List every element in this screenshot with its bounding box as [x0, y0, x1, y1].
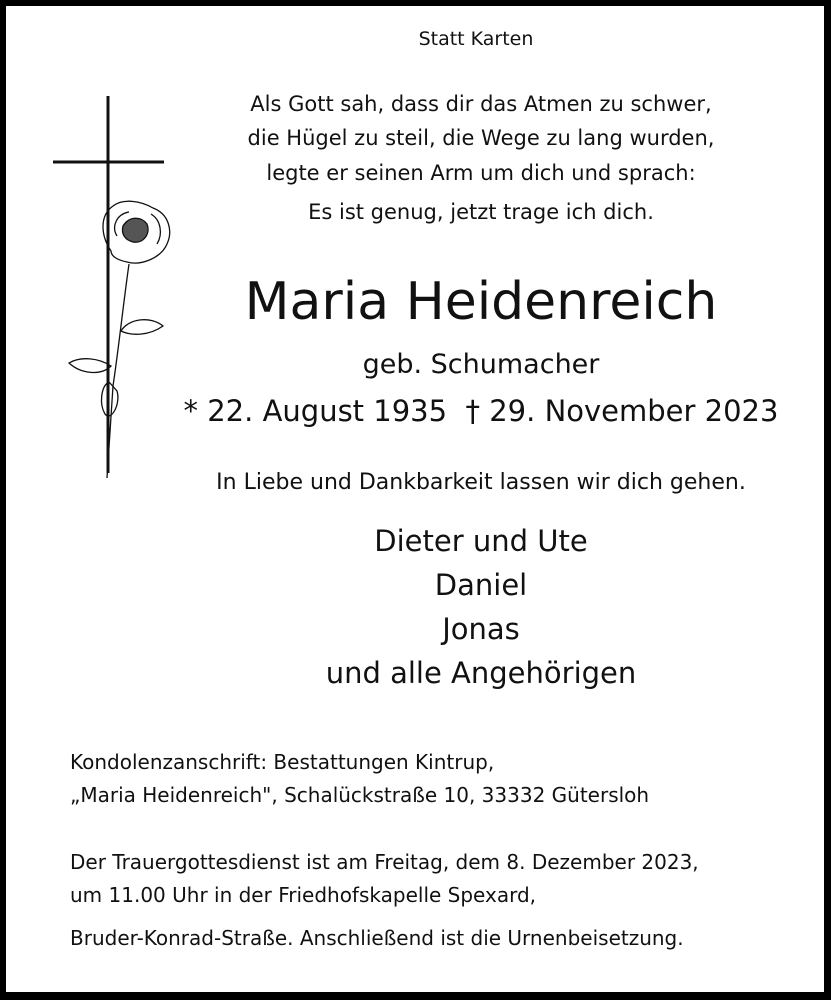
- mourner: Dieter und Ute: [374, 524, 588, 558]
- condolence-line: „Maria Heidenreich", Schalückstraße 10, 33332 Gütersloh: [70, 783, 650, 807]
- mourner: Daniel: [434, 568, 528, 602]
- header-text: Statt Karten: [418, 28, 534, 50]
- poem-line: die Hügel zu steil, die Wege zu lang wurden,: [247, 126, 715, 150]
- rose-icon: [69, 201, 170, 478]
- condolence-line: Kondolenzanschrift: Bestattungen Kintrup,: [70, 750, 495, 774]
- service-line: um 11.00 Uhr in der Friedhofskapelle Spexard,: [70, 883, 537, 907]
- farewell-text: In Liebe und Dankbarkeit lassen wir dich gehen.: [216, 470, 746, 495]
- poem-line: Es ist genug, jetzt trage ich dich.: [308, 200, 654, 224]
- deceased-name: Maria Heidenreich: [244, 272, 718, 332]
- poem-line: legte er seinen Arm um dich und sprach:: [266, 161, 696, 185]
- poem-line: Als Gott sah, dass dir das Atmen zu schwer,: [250, 92, 712, 116]
- birth-name: geb. Schumacher: [362, 349, 600, 380]
- mourner: Jonas: [442, 612, 520, 646]
- service-line: Bruder-Konrad-Straße. Anschließend ist die Urnenbeisetzung.: [70, 926, 684, 950]
- service-line: Der Trauergottesdienst ist am Freitag, dem 8. Dezember 2023,: [70, 850, 699, 874]
- mourner: und alle Angehörigen: [325, 656, 637, 690]
- life-dates: * 22. August 1935 † 29. November 2023: [183, 394, 779, 428]
